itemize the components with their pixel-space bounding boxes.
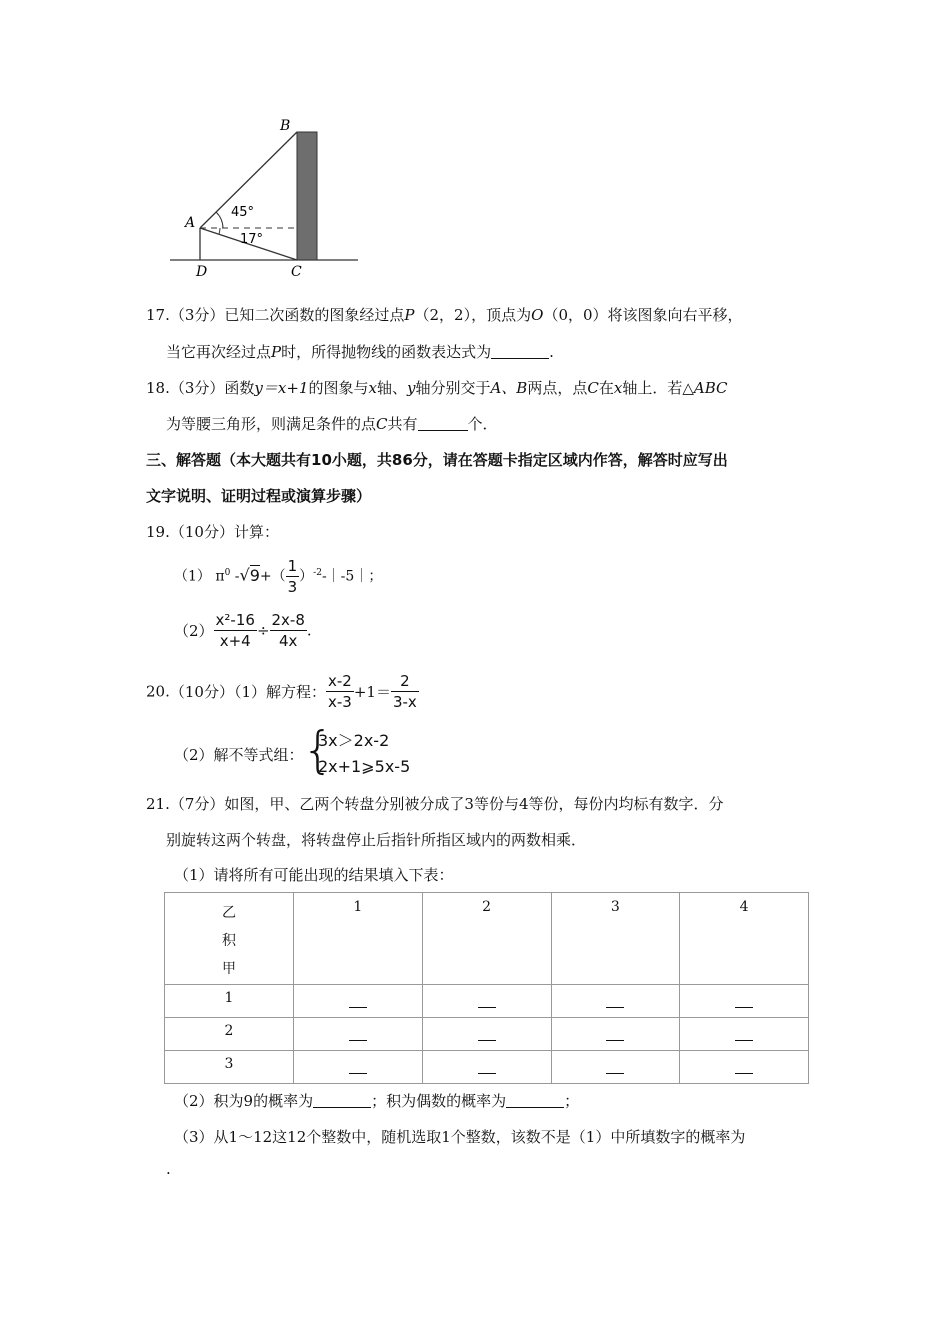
label-A: A	[185, 215, 196, 231]
q20-frac-1: $\frac{x-2}{x-3}$	[328, 672, 352, 711]
col-header: 3	[551, 893, 680, 985]
table-row	[165, 1018, 809, 1051]
q19-part2: （2） $\frac{\text{x²-16}}{x+4}$ ÷ $\frac{2x-8}{4x}$ .	[174, 611, 312, 650]
q21-line1: 21.（7分）如图，甲、乙两个转盘分别被分成了3等份与4等份，每份内均标有数字．分	[146, 795, 724, 813]
q18-line1: 18.（3分）函数y＝x+1的图象与x轴、y轴分别交于A、B两点，点C在x轴上．若△ABC	[146, 379, 728, 397]
angle-arc-17	[219, 228, 220, 234]
angle-arc-45	[216, 212, 223, 228]
answer-cell[interactable]	[294, 1018, 423, 1051]
answer-cell[interactable]	[294, 1051, 423, 1084]
col-header: 2	[422, 893, 551, 985]
label-C: C	[291, 264, 302, 280]
q19-frac-2: $\frac{2x-8}{4x}$	[271, 611, 305, 650]
geometry-figure	[160, 110, 370, 280]
answer-cell[interactable]	[422, 1018, 551, 1051]
row-header: 2	[165, 1018, 294, 1051]
q21-line2: 别旋转这两个转盘，将转盘停止后指针所指区域内的两数相乘．	[166, 831, 587, 849]
q19-frac-1: $\frac{\text{x²-16}}{x+4}$	[215, 611, 255, 650]
q19-frac-one-third: $\frac{1}{3}$	[287, 557, 298, 596]
q17-answer-blank[interactable]	[491, 344, 549, 359]
q20-brace: {	[302, 721, 334, 779]
answer-cell[interactable]	[551, 1051, 680, 1084]
q20-frac-2: $\frac{2}{3-x}$	[392, 672, 417, 711]
row-header: 1	[165, 985, 294, 1018]
label-45: 45°	[231, 205, 255, 220]
answer-cell[interactable]	[680, 985, 809, 1018]
q21-part3-end: .	[166, 1160, 171, 1178]
q21-prob9-blank[interactable]	[313, 1093, 371, 1108]
answer-cell[interactable]	[422, 1051, 551, 1084]
building-bar	[297, 132, 317, 260]
answer-cell[interactable]	[680, 1051, 809, 1084]
q20-part2-label: （2）解不等式组：	[174, 746, 304, 764]
answer-cell[interactable]	[551, 985, 680, 1018]
answer-cell[interactable]	[422, 985, 551, 1018]
q20-part1: 20.（10分）（1）解方程： $\frac{x-2}{x-3}$ +1＝ $\frac{2}{3-x}$	[146, 672, 417, 711]
table-corner: 乙 积 甲	[165, 893, 294, 985]
label-17: 17°	[240, 232, 264, 247]
q17-line2: 当它再次经过点P时，所得抛物线的函数表达式为 .	[166, 343, 554, 361]
col-header: 4	[680, 893, 809, 985]
q18-line2: 为等腰三角形，则满足条件的点C共有 个．	[166, 415, 498, 433]
answer-cell[interactable]	[551, 1018, 680, 1051]
label-B: B	[280, 118, 291, 134]
q20-ineq1: 3x＞2x-2	[318, 731, 390, 750]
label-D: D	[196, 264, 208, 280]
col-header: 1	[294, 893, 423, 985]
q20-ineq2: 2x+1⩾5x-5	[318, 757, 411, 776]
section3-heading-line2: 文字说明、证明过程或演算步骤）	[146, 487, 372, 505]
q17-line1: 17.（3分）已知二次函数的图象经过点P（2，2），顶点为O（0，0）将该图象向右平移，	[146, 306, 743, 324]
results-table	[164, 892, 809, 1084]
answer-cell[interactable]	[294, 985, 423, 1018]
q21-part3: （3）从1～12这12个整数中，随机选取1个整数，该数不是（1）中所填数字的概率为	[174, 1128, 746, 1146]
table-row	[165, 985, 809, 1018]
answer-cell[interactable]	[680, 1018, 809, 1051]
q19-title: 19.（10分）计算：	[146, 523, 279, 541]
q18-answer-blank[interactable]	[418, 416, 468, 431]
table-row	[165, 1051, 809, 1084]
q21-prob-even-blank[interactable]	[506, 1093, 564, 1108]
q19-part1: （1） $\pi^0$ -√9+（ $\frac{1}{3}$ ）$^{-2}$-｜-5｜；	[174, 557, 383, 596]
q21-part1: （1）请将所有可能出现的结果填入下表：	[174, 866, 454, 884]
section3-heading-line1: 三、解答题（本大题共有10小题，共86分，请在答题卡指定区域内作答，解答时应写出	[146, 451, 728, 469]
row-header: 3	[165, 1051, 294, 1084]
q21-part2: （2）积为9的概率为 ；积为偶数的概率为 ；	[174, 1092, 580, 1110]
